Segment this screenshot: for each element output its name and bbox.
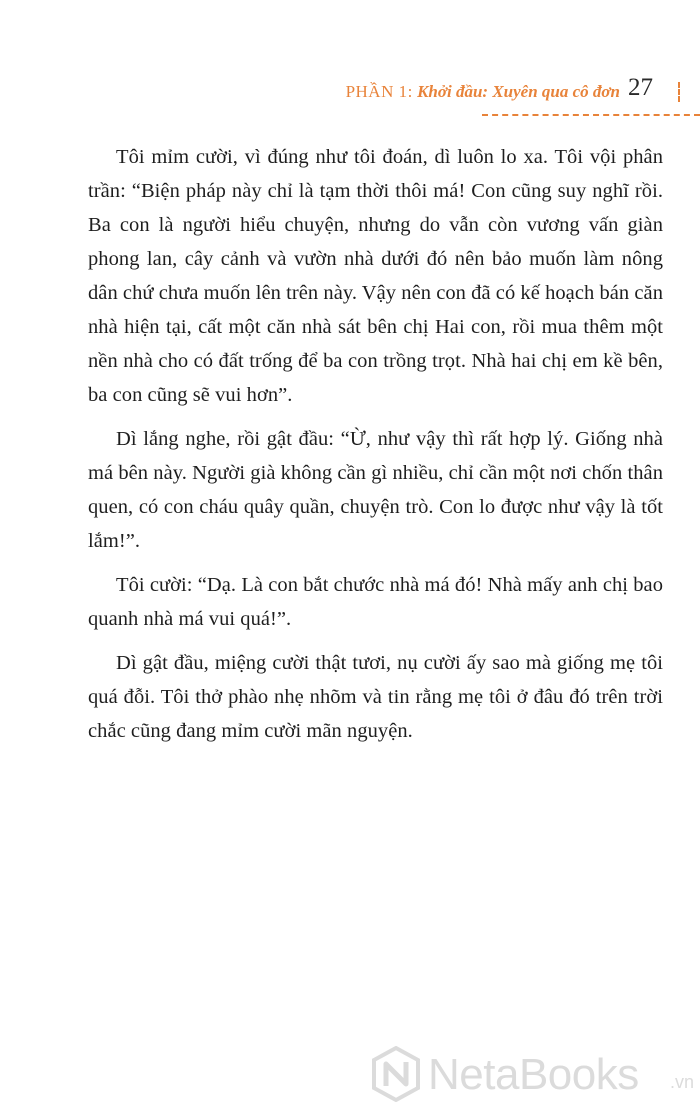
running-header: [0, 0, 700, 120]
part-label: PHẦN 1:: [345, 82, 413, 101]
header-dashed-tick: [678, 82, 680, 102]
watermark-brand: NetaBooks: [428, 1050, 639, 1099]
paragraph: Tôi mỉm cười, vì đúng như tôi đoán, dì luôn lo xa. Tôi vội phân trần: “Biện pháp này chỉ là tạm thời thôi má! Con cũng suy nghĩ rồi. Ba con là người hiểu chuyện, nhưng do vẫn còn vương vấn giàn phong lan, cây cảnh và vườn nhà dưới đó nên bảo muốn làm nông dân chứ chưa muốn lên trên này. Vậy nên con đã có kế hoạch bán căn nhà hiện tại, cất một căn nhà sát bên chị Hai con, rồi mua thêm một nền nhà cho có đất trống để ba con trồng trọt. Nhà hai chị em kề bên, ba con cũng sẽ vui hơn”.: [88, 146, 663, 406]
page-number: 27: [628, 74, 653, 101]
header-dashed-rule: [482, 114, 700, 116]
paragraph: Tôi cười: “Dạ. Là con bắt chước nhà má đó! Nhà mấy anh chị bao quanh nhà má vui quá!”.: [88, 574, 663, 630]
chapter-running-head: [346, 82, 620, 102]
netabooks-watermark: [372, 1044, 695, 1114]
watermark-suffix: .vn: [670, 1072, 695, 1092]
paragraph: Dì lắng nghe, rồi gật đầu: “Ừ, như vậy thì rất hợp lý. Giống nhà má bên này. Người già không cần gì nhiều, chỉ cần một nơi chốn thân quen, có con cháu quây quần, chuyện trò. Con lo được như vậy là tốt lắm!”.: [88, 428, 663, 552]
part-title: Khởi đầu: Xuyên qua cô đơn: [417, 82, 620, 101]
netabooks-logo-icon: [372, 1046, 420, 1102]
page-body: [88, 140, 663, 758]
paragraph: Dì gật đầu, miệng cười thật tươi, nụ cười ấy sao mà giống mẹ tôi quá đỗi. Tôi thở phào nhẹ nhõm và tin rằng mẹ tôi ở đâu đó trên trời chắc cũng đang mỉm cười mãn nguyện.: [88, 652, 663, 742]
